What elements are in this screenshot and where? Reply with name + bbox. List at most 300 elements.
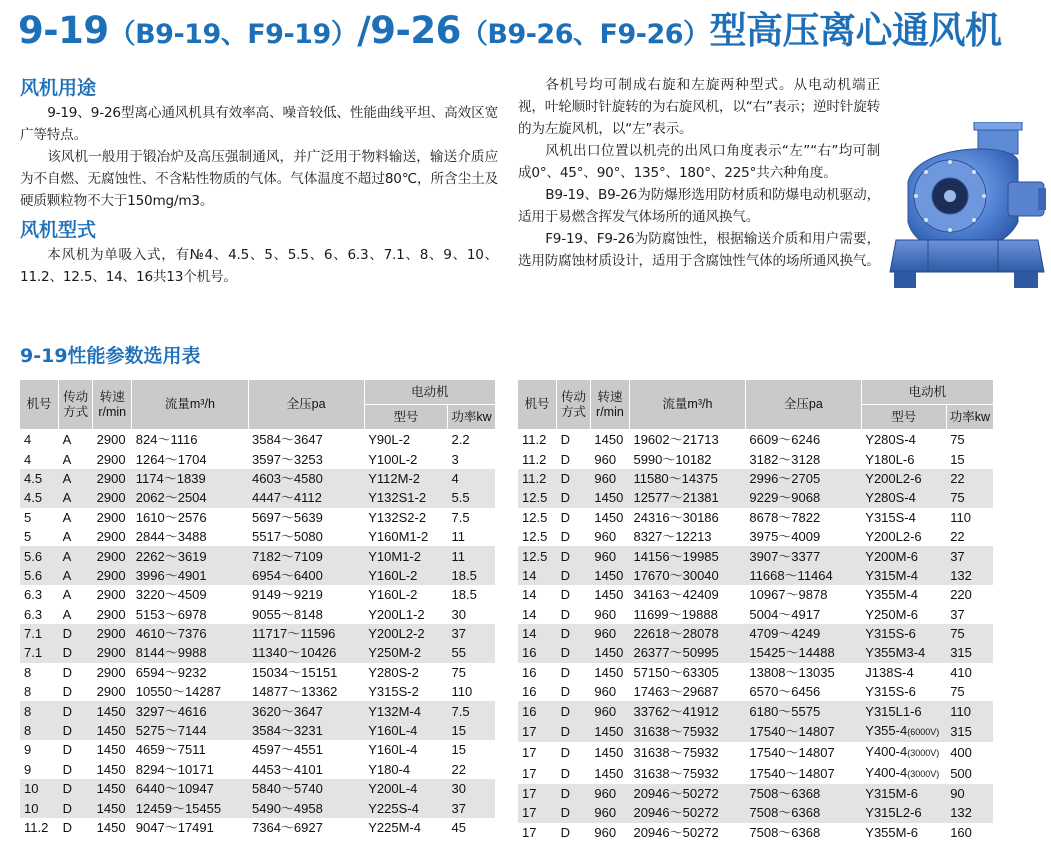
cell-speed: 2900: [93, 488, 132, 507]
cell-pressure: 4709～4249: [745, 624, 861, 643]
cell-machine-number: 17: [518, 803, 557, 822]
cell-pressure: 3584～3231: [248, 721, 364, 740]
table-row: [20, 798, 495, 817]
cell-pressure: 3975～4009: [749, 529, 821, 545]
cell-drive-type: A: [62, 529, 72, 545]
cell-speed: 960: [594, 684, 617, 700]
table-row: [518, 508, 993, 527]
cell-machine-number: 14: [522, 606, 537, 622]
cell-drive-type: D: [560, 664, 570, 680]
cell-speed: 2900: [96, 587, 126, 603]
cell-speed: 1450: [93, 721, 132, 740]
cell-machine-number: 7.1: [20, 643, 59, 662]
cell-motor-power: 75: [451, 664, 466, 680]
table-row: [20, 643, 495, 662]
cell-motor-model: Y112M-2: [364, 469, 447, 488]
table-row: [20, 527, 495, 546]
cell-pressure: 9149～9219: [252, 587, 323, 603]
cell-flow: 20946～50272: [629, 803, 745, 822]
col-drive-type: 传动方式: [59, 380, 93, 430]
cell-motor-power: 75: [950, 684, 965, 700]
title-variants-2: （B9-26、F9-26）: [460, 19, 710, 50]
cell-motor-model: Y180-4: [368, 761, 411, 777]
cell-flow: 12577～21381: [629, 488, 745, 507]
cell-machine-number: 5.6: [20, 566, 59, 585]
cell-speed: 1450: [96, 820, 126, 835]
cell-machine-number: 17: [518, 721, 557, 742]
cell-drive-type: D: [62, 664, 72, 680]
cell-pressure: 7364～6927: [252, 820, 323, 835]
cell-motor-power: 22: [451, 761, 466, 777]
cell-motor-power: 7.5: [451, 509, 470, 525]
cell-motor-power: 4: [448, 469, 495, 488]
cell-machine-number: 9: [24, 761, 32, 777]
cell-flow: 8144～9988: [132, 643, 248, 662]
cell-pressure: 9055～8148: [252, 606, 323, 622]
cell-flow: 20946～50272: [629, 784, 745, 803]
cell-motor-model: Y315S-6: [865, 684, 916, 700]
cell-motor-model: Y90L-2: [364, 430, 447, 450]
cell-flow: 34163～42409: [633, 587, 719, 603]
cell-flow: 6440～10947: [132, 779, 248, 798]
centrifugal-fan-icon: [888, 122, 1048, 292]
cell-machine-number: 12.5: [518, 488, 557, 507]
cell-machine-number: 16: [522, 684, 537, 700]
cell-speed: 1450: [96, 761, 126, 777]
cell-drive-type: D: [59, 721, 93, 740]
cell-speed: 2900: [96, 664, 126, 680]
table-row: [518, 546, 993, 565]
cell-flow: 11699～19888: [633, 606, 718, 622]
cell-flow: 26377～50995: [629, 643, 745, 662]
cell-machine-number: 17: [522, 744, 537, 760]
cell-speed: 960: [594, 451, 617, 467]
cell-drive-type: D: [557, 566, 591, 585]
cell-machine-number: 16: [518, 701, 557, 720]
cell-speed: 2900: [96, 451, 126, 467]
cell-motor-model: Y160L-4: [368, 742, 418, 758]
cell-motor-model: Y180L-6: [865, 451, 915, 467]
anticorrosion-paragraph: F9-19、F9-26为防腐蚀性，根据输送介质和用户需要，选用防腐蚀材质设计，适用于含腐蚀性气体的场所通风换气。: [518, 231, 880, 269]
cell-flow: 33762～41912: [629, 701, 745, 720]
cell-speed: 1450: [594, 664, 624, 680]
cell-machine-number: 9: [24, 742, 32, 758]
cell-flow: 14156～19985: [629, 546, 745, 565]
cell-motor-power: 11: [451, 529, 466, 545]
cell-flow: 20946～50272: [633, 824, 719, 840]
cell-motor-power: 75: [946, 430, 993, 450]
cell-speed: 960: [590, 624, 629, 643]
cell-motor-power: 37: [946, 546, 993, 565]
cell-speed: 1450: [93, 701, 132, 720]
table-row: [518, 469, 993, 488]
cell-machine-number: 6.3: [24, 606, 43, 622]
cell-machine-number: 8: [20, 701, 59, 720]
cell-machine-number: 14: [518, 624, 557, 643]
cell-machine-number: 17: [522, 824, 537, 840]
table-row: [518, 803, 993, 822]
cell-pressure: 5004～4917: [749, 606, 821, 622]
col-pressure: 全压pa: [745, 380, 861, 430]
cell-machine-number: 11.2: [518, 430, 557, 450]
performance-table-right: [518, 380, 993, 842]
cell-motor-power: 3: [451, 451, 459, 467]
cell-speed: 1450: [594, 587, 624, 603]
cell-speed: 2900: [93, 566, 132, 585]
cell-flow: 2844～3488: [135, 529, 207, 545]
col-motor-model: 型号: [364, 405, 447, 430]
cell-motor-power: 90: [946, 784, 993, 803]
table-row: [20, 779, 495, 798]
cell-motor-power: 315: [946, 643, 993, 662]
cell-machine-number: 10: [20, 779, 59, 798]
title-suffix: 型高压离心通风机: [709, 9, 1002, 52]
cell-flow: 5990～10182: [633, 451, 712, 467]
cell-pressure: 17540～14807: [749, 744, 835, 760]
cell-drive-type: D: [62, 761, 72, 777]
table-row: [518, 784, 993, 803]
cell-flow: 10550～14287: [135, 684, 222, 700]
cell-pressure: 7508～6368: [745, 784, 861, 803]
col-motor: 电动机: [364, 380, 495, 405]
cell-speed: 960: [590, 546, 629, 565]
cell-pressure: 5517～5080: [252, 529, 323, 545]
table-row: [518, 823, 993, 842]
cell-drive-type: D: [560, 744, 570, 760]
cell-pressure: 5490～4958: [248, 798, 364, 817]
left-text-column: [20, 74, 498, 288]
cell-machine-number: 5.6: [20, 546, 59, 565]
usage-heading: 风机用途: [20, 77, 97, 99]
cell-motor-power: 132: [946, 803, 993, 822]
cell-drive-type: A: [59, 430, 93, 450]
table-row: [518, 701, 993, 720]
table-row: [20, 469, 495, 488]
cell-drive-type: D: [59, 624, 93, 643]
cell-drive-type: A: [62, 509, 72, 525]
cell-speed: 2900: [93, 430, 132, 450]
table-row: [518, 742, 993, 763]
cell-flow: 5275～7144: [132, 721, 248, 740]
cell-motor-power: 30: [451, 606, 466, 622]
cell-flow: 2062～2504: [132, 488, 248, 507]
cell-motor-power: 11: [448, 546, 495, 565]
cell-drive-type: D: [560, 765, 570, 781]
cell-pressure: 5840～5740: [248, 779, 364, 798]
table-row: [20, 430, 495, 450]
cell-flow: 3220～4509: [135, 587, 207, 603]
col-machine-number: 机号: [518, 380, 557, 430]
cell-speed: 1450: [96, 742, 126, 758]
cell-motor-model: Y315S-2: [368, 684, 419, 700]
table-row: [20, 488, 495, 507]
cell-motor-model: Y355M-6: [865, 824, 919, 840]
cell-motor-model: Y225S-4: [364, 798, 447, 817]
table-row: [518, 643, 993, 662]
cell-motor-model: Y132S2-2: [368, 509, 427, 525]
cell-drive-type: A: [59, 488, 93, 507]
cell-speed: 1450: [594, 509, 624, 525]
cell-motor-model: Y315S-4: [865, 509, 916, 525]
cell-motor-model: Y250M-2: [364, 643, 447, 662]
cell-speed: 2900: [96, 509, 126, 525]
cell-motor-power: 45: [451, 820, 466, 835]
cell-flow: 5153～6978: [135, 606, 207, 622]
cell-flow: 4610～7376: [132, 624, 248, 643]
cell-motor-model: Y200L2-2: [364, 624, 447, 643]
cell-motor-power: 18.5: [448, 566, 495, 585]
cell-motor-model: Y200M-6: [861, 546, 946, 565]
cell-pressure: 17540～14807: [745, 721, 861, 742]
cell-pressure: 7508～6368: [745, 803, 861, 822]
cell-flow: 8327～12213: [633, 529, 712, 545]
cell-flow: 824～1116: [132, 430, 248, 450]
cell-speed: 960: [590, 803, 629, 822]
cell-pressure: 4597～4551: [252, 742, 323, 758]
col-motor-power: 功率kw: [946, 405, 993, 430]
cell-pressure: 11717～11596: [248, 624, 364, 643]
cell-motor-model: Y315M-4: [861, 566, 946, 585]
cell-motor-power: 410: [950, 664, 972, 680]
col-speed: 转速 r/min: [93, 380, 132, 430]
cell-drive-type: D: [557, 643, 591, 662]
col-pressure: 全压pa: [248, 380, 364, 430]
motor-voltage-note: (6000V): [907, 726, 940, 737]
cell-flow: 4659～7511: [135, 742, 206, 758]
cell-pressure: 10967～9878: [749, 587, 828, 603]
table-row: [518, 527, 993, 546]
cell-pressure: 8678～7822: [749, 509, 821, 525]
cell-speed: 2900: [93, 469, 132, 488]
cell-speed: 2900: [93, 643, 132, 662]
cell-machine-number: 12.5: [522, 509, 548, 525]
table-row: [518, 488, 993, 507]
title-model-2: /9-26: [357, 9, 461, 52]
table-row: [518, 663, 993, 682]
cell-motor-model: Y280S-4: [861, 488, 946, 507]
table-row: [518, 721, 993, 742]
usage-paragraph-1: 9-19、9-26型离心通风机具有效率高、噪音较低、性能曲线平坦、高效区宽广等特点。: [20, 105, 498, 143]
cell-drive-type: D: [59, 701, 93, 720]
cell-motor-model: Y200L2-6: [861, 469, 946, 488]
table-row: [20, 682, 495, 701]
cell-motor-power: 500: [950, 765, 972, 781]
right-text-column: [518, 74, 880, 272]
cell-motor-power: 22: [946, 469, 993, 488]
col-motor-power: 功率kw: [448, 405, 495, 430]
cell-pressure: 6954～6400: [248, 566, 364, 585]
cell-motor-power: 15: [451, 742, 466, 758]
cell-drive-type: D: [557, 488, 591, 507]
cell-pressure: 2996～2705: [745, 469, 861, 488]
cell-flow: 24316～30186: [633, 509, 719, 525]
cell-drive-type: D: [560, 509, 570, 525]
cell-flow: 12459～15455: [132, 798, 248, 817]
cell-speed: 1450: [594, 765, 624, 781]
cell-drive-type: D: [557, 469, 591, 488]
cell-motor-power: 55: [448, 643, 495, 662]
cell-motor-power: 15: [950, 451, 965, 467]
cell-motor-model: Y315L1-6: [861, 701, 946, 720]
title-variants-1: （B9-19、F9-19）: [108, 19, 358, 50]
usage-paragraph-2: 该风机一般用于锻冶炉及高压强制通风，并广泛用于物料输送，输送介质应为不自燃、无腐蚀性、不含粘性物质的气体。气体温度不超过80℃，所含尘土及硬质颗粒物不大于150mg/m3。: [20, 149, 498, 209]
cell-motor-power: 400: [950, 744, 972, 760]
outlet-paragraph: 风机出口位置以机壳的出风口角度表示“左”“右”均可制成0°、45°、90°、135°、180°、225°共六种角度。: [518, 143, 880, 181]
cell-pressure: 17540～14807: [749, 765, 835, 781]
cell-flow: 1174～1839: [132, 469, 248, 488]
cell-machine-number: 10: [20, 798, 59, 817]
cell-flow: 3996～4901: [132, 566, 248, 585]
cell-motor-power: 110: [451, 684, 473, 700]
motor-voltage-note: (3000V): [907, 747, 940, 758]
cell-speed: 2900: [96, 606, 126, 622]
cell-pressure: 6180～5575: [745, 701, 861, 720]
cell-drive-type: A: [62, 587, 72, 603]
cell-pressure: 5697～5639: [252, 509, 323, 525]
cell-motor-power: 132: [946, 566, 993, 585]
cell-drive-type: D: [560, 587, 570, 603]
cell-motor-power: 37: [448, 624, 495, 643]
table-row: [20, 605, 495, 624]
table-row: [518, 682, 993, 701]
cell-speed: 1450: [590, 643, 629, 662]
cell-speed: 1450: [594, 744, 624, 760]
table-row: [20, 740, 495, 759]
cell-drive-type: A: [59, 469, 93, 488]
cell-motor-model: Y10M1-2: [364, 546, 447, 565]
cell-speed: 960: [590, 784, 629, 803]
cell-drive-type: D: [59, 779, 93, 798]
cell-machine-number: 4.5: [20, 469, 59, 488]
cell-motor-power: 75: [946, 488, 993, 507]
col-flow: 流量m³/h: [629, 380, 745, 430]
cell-pressure: 4447～4112: [248, 488, 364, 507]
cell-motor-model: Y200L1-2: [368, 606, 425, 622]
cell-motor-model: Y100L-2: [368, 451, 418, 467]
cell-motor-model: Y250M-6: [865, 606, 919, 622]
cell-speed: 2900: [96, 529, 126, 545]
cell-flow: 31638～75932: [629, 721, 745, 742]
col-flow: 流量m³/h: [132, 380, 248, 430]
cell-pressure: 9229～9068: [745, 488, 861, 507]
table-row: [518, 430, 993, 450]
cell-motor-model: Y315L2-6: [861, 803, 946, 822]
cell-motor-power: 5.5: [448, 488, 495, 507]
cell-motor-model: Y280S-2: [368, 664, 419, 680]
cell-pressure: 11340～10426: [248, 643, 364, 662]
cell-pressure: 3584～3647: [248, 430, 364, 450]
cell-machine-number: 14: [518, 566, 557, 585]
cell-motor-model: Y160L-4: [364, 721, 447, 740]
cell-motor-power: 37: [950, 606, 965, 622]
title-model-1: 9-19: [18, 9, 109, 52]
cell-drive-type: D: [560, 606, 570, 622]
table-body-right: [518, 430, 993, 843]
cell-motor-power: 220: [950, 587, 972, 603]
motor-model-text: Y400-4: [865, 743, 908, 759]
cell-drive-type: A: [59, 566, 93, 585]
cell-motor-model: Y315S-6: [861, 624, 946, 643]
cell-motor-model: Y200L-4: [364, 779, 447, 798]
table-row: [20, 760, 495, 779]
table-row: [20, 546, 495, 565]
cell-speed: 1450: [590, 430, 629, 450]
cell-pressure: 4603～4580: [248, 469, 364, 488]
cell-motor-power: 2.2: [448, 430, 495, 450]
motor-model-text: Y355-4: [865, 722, 908, 738]
table-row: [20, 663, 495, 682]
cell-drive-type: A: [62, 451, 72, 467]
cell-pressure: 15425～14488: [745, 643, 861, 662]
cell-flow: 3297～4616: [132, 701, 248, 720]
cell-drive-type: D: [557, 701, 591, 720]
cell-speed: 2900: [96, 684, 126, 700]
cell-motor-model: J138S-4: [865, 664, 914, 680]
cell-motor-model: [861, 742, 946, 763]
table-body-left: [20, 430, 495, 838]
cell-machine-number: 8: [24, 684, 32, 700]
cell-machine-number: 12.5: [522, 529, 548, 545]
cell-drive-type: D: [560, 684, 570, 700]
cell-drive-type: D: [62, 684, 72, 700]
cell-drive-type: D: [557, 546, 591, 565]
cell-drive-type: D: [557, 430, 591, 450]
cell-machine-number: 7.1: [20, 624, 59, 643]
table-row: [518, 585, 993, 604]
cell-motor-power: 22: [950, 529, 965, 545]
cell-motor-model: Y160L-2: [364, 566, 447, 585]
table-row: [20, 818, 495, 837]
cell-motor-power: 7.5: [448, 701, 495, 720]
cell-speed: 960: [590, 469, 629, 488]
cell-pressure: 4453～4101: [252, 761, 323, 777]
cell-speed: 960: [590, 701, 629, 720]
table-row: [20, 449, 495, 468]
cell-motor-model: Y225M-4: [368, 820, 421, 835]
cell-pressure: 11668～11464: [745, 566, 861, 585]
cell-speed: 2900: [93, 624, 132, 643]
cell-motor-power: 30: [448, 779, 495, 798]
cell-machine-number: 11.2: [24, 820, 49, 835]
type-paragraph: 本风机为单吸入式，有№4、4.5、5、5.5、6、6.3、7.1、8、9、10、11.2、12.5、14、16共13个机号。: [20, 247, 498, 285]
cell-flow: 31638～75932: [633, 765, 719, 781]
cell-machine-number: 11.2: [518, 469, 557, 488]
table-row: [20, 624, 495, 643]
cell-machine-number: 16: [518, 643, 557, 662]
cell-drive-type: D: [557, 803, 591, 822]
table-row: [518, 624, 993, 643]
cell-speed: 2900: [93, 546, 132, 565]
cell-pressure: 13808～13035: [749, 664, 835, 680]
cell-speed: 1450: [590, 566, 629, 585]
cell-speed: 960: [594, 606, 617, 622]
cell-flow: 17463～29687: [633, 684, 719, 700]
cell-drive-type: D: [560, 529, 570, 545]
cell-pressure: 6609～6246: [745, 430, 861, 450]
cell-motor-power: 160: [950, 824, 972, 840]
cell-pressure: 6570～6456: [749, 684, 821, 700]
cell-speed: 1450: [590, 721, 629, 742]
col-drive-type: 传动方式: [557, 380, 591, 430]
cell-drive-type: A: [62, 606, 72, 622]
cell-flow: 22618～28078: [629, 624, 745, 643]
cell-motor-model: Y132S1-2: [364, 488, 447, 507]
cell-pressure: 3620～3647: [248, 701, 364, 720]
cell-speed: 960: [594, 529, 617, 545]
cell-machine-number: 17: [522, 765, 537, 781]
cell-machine-number: 4.5: [20, 488, 59, 507]
cell-pressure: 3907～3377: [745, 546, 861, 565]
